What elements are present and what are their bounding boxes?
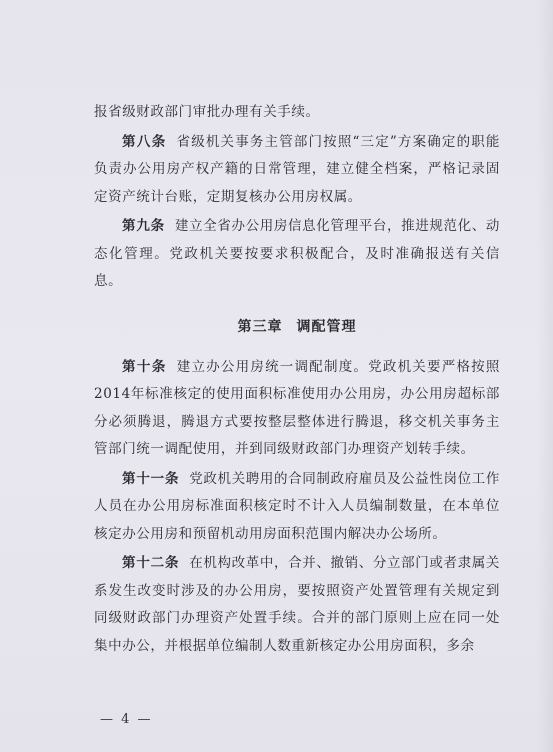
article-text: 建立办公用房统一调配制度。党政机关要严格按照2014年标准核定的使用面积标准使用办公用房，办公用房超标部分必须腾退，腾退方式要按整层整体进行腾退，移交机关事务主管部门统一调配使用，并到同级财政部门办理资产划转手续。 [94, 358, 500, 457]
continued-line: 报省级财政部门审批办理有关手续。 [94, 104, 320, 120]
article-12 [94, 550, 500, 660]
article-label: 第九条 [122, 218, 165, 234]
article-label: 第十二条 [122, 555, 180, 571]
article-9 [94, 213, 500, 296]
chapter-number: 第三章 [237, 318, 283, 335]
article-10 [94, 354, 500, 464]
article-label: 第八条 [122, 133, 167, 150]
article-text: 党政机关聘用的合同制政府雇员及公益性岗位工作人员在办公用房标准面积核定时不计入人员编制数量，在本单位核定办公用房和预留机动用房面积范围内解决办公场所。 [94, 470, 500, 542]
article-label: 第十条 [122, 358, 167, 375]
article-8 [94, 129, 500, 212]
scan-edge-shadow [537, 0, 553, 752]
chapter-heading [94, 314, 500, 340]
article-text: 在机构改革中，合并、撤销、分立部门或者隶属关系发生改变时涉及的办公用房，要按照资产处置管理有关规定到同级财政部门办理资产处置手续。合并的部门原则上应在同一处集中办公，并根据单位编制人数重新核定办公用房面积，多余 [94, 555, 500, 654]
article-11 [94, 466, 500, 549]
chapter-title: 调配管理 [296, 318, 357, 335]
article-text: 建立全省办公用房信息化管理平台，推进规范化、动态化管理。党政机关要按要求积极配合，及时准确报送有关信息。 [94, 218, 500, 289]
document-body [94, 99, 500, 660]
article-label: 第十一条 [122, 470, 180, 487]
page-number: — 4 — [100, 712, 153, 727]
article-text: 省级机关事务主管部门按照“三定”方案确定的职能负责办公用房产权产籍的日常管理，建立健全档案，严格记录固定资产统计台账，定期复核办公用房权属。 [94, 133, 500, 205]
